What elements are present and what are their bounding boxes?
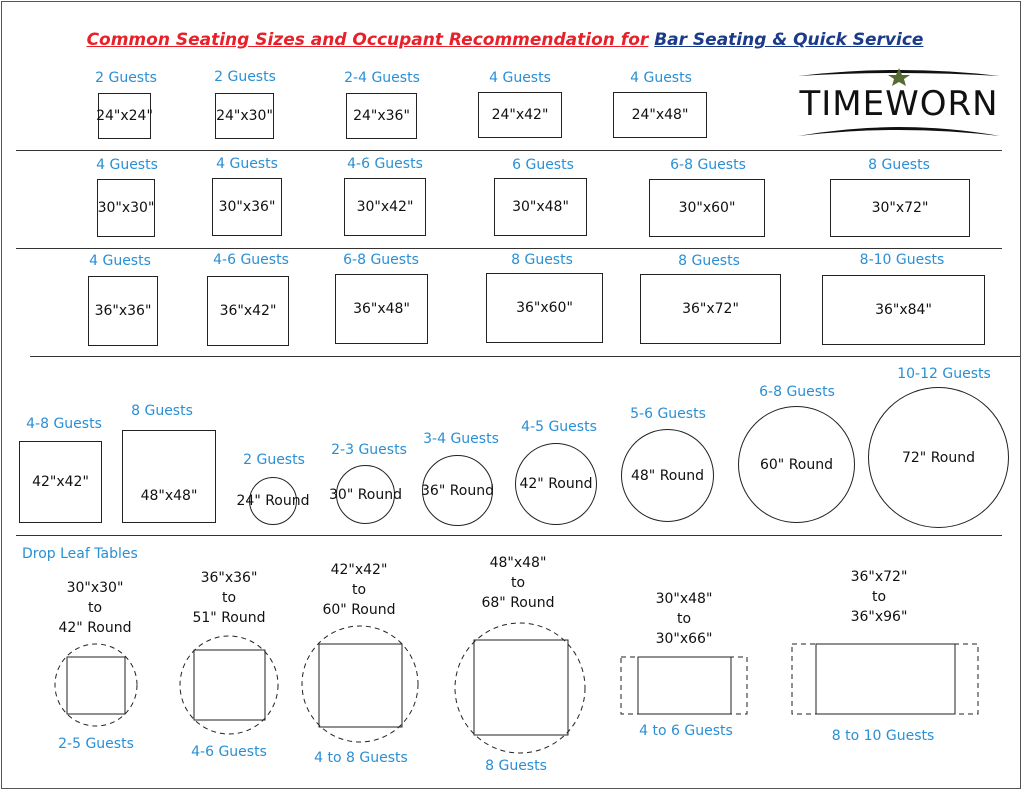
spec-target: 36"x96" [850,609,908,625]
drop-leaf-spec [481,553,554,613]
table-shape [830,179,970,237]
drop-leaf-spec [192,568,265,628]
spec-target: 51" Round [192,610,266,626]
drop-leaf-spec [322,560,395,620]
table-shape [335,274,428,344]
spec-target: 60" Round [322,602,396,618]
spec-to: to [87,600,103,616]
title-part-1: Common Seating Sizes and Occupant Recommendation for [86,30,649,50]
guest-label: 4-6 Guests [191,744,267,760]
table-size: 24"x24" [96,108,153,124]
guest-label: 8 Guests [131,403,193,419]
drop-leaf-round-outline [180,636,278,734]
table-shape [494,178,587,236]
table-size: 36" Round [421,482,495,499]
table-size: 42"x42" [32,474,89,490]
spec-from: 42"x42" [330,562,388,578]
table-shape [640,274,781,344]
table-shape [236,477,310,525]
drop-leaf-rectangle [816,644,955,714]
table-size: 24"x36" [353,108,410,124]
guest-label: 5-6 Guests [630,406,706,422]
table-shape [486,273,603,343]
table-shape [19,441,102,523]
guest-label: 4 Guests [96,157,158,173]
table-size: 30"x42" [356,199,414,215]
drop-leaf-square [474,640,568,735]
guest-label: 4 Guests [89,253,151,269]
table-shape [88,276,158,346]
spec-from: 30"x30" [66,580,124,596]
table-shape [868,387,1009,528]
guest-label: 6-8 Guests [343,252,419,268]
table-shape [822,275,985,345]
guest-label: 4 Guests [630,70,692,86]
drop-leaf-square [319,644,402,727]
guest-label: 4-5 Guests [521,419,597,435]
title-part-2: Bar Seating & Quick Service [654,30,924,50]
table-shape [346,93,417,139]
section-divider [16,535,1002,536]
guest-label: 4 to 8 Guests [314,750,408,766]
table-size: 42" Round [519,476,593,492]
spec-to: to [676,611,692,627]
table-shape [329,465,403,524]
guest-label: 4 Guests [489,70,551,86]
table-shape [621,429,714,522]
drop-leaf-heading: Drop Leaf Tables [22,546,138,562]
guest-label: 8 Guests [485,758,547,774]
drop-leaf-square [194,650,265,720]
table-shape [97,179,155,237]
table-size: 30"x30" [97,200,155,216]
guest-label: 2-5 Guests [58,736,134,752]
spec-target: 30"x66" [655,631,713,647]
guest-label: 2 Guests [214,69,276,85]
table-shape [613,92,707,138]
guest-label: 4 to 6 Guests [639,723,733,739]
drop-leaf-spec [851,567,908,627]
section-divider [30,356,1020,357]
drop-leaf-rectangle [638,657,731,714]
table-size: 30"x60" [678,200,736,216]
table-size: 60" Round [759,456,833,473]
table-size: 30" Round [329,486,403,503]
table-shape [515,443,597,525]
table-shape [98,93,151,139]
table-shape [207,276,289,346]
table-shape [344,178,426,236]
table-size: 36"x72" [682,301,739,317]
guest-label: 6-8 Guests [670,157,746,173]
table-size: 36"x48" [353,301,410,317]
section-divider [16,150,1002,151]
drop-leaf-extension [621,657,747,714]
guest-label: 4-6 Guests [213,252,289,268]
spec-from: 36"x36" [200,570,258,586]
guest-label: 8-10 Guests [859,252,945,268]
table-size: 36"x84" [875,302,932,318]
guest-label: 8 Guests [868,157,930,173]
table-shape [215,93,274,139]
timeworn-logo [796,66,1002,142]
spec-to: to [221,590,237,606]
guest-label: 3-4 Guests [423,431,499,447]
drop-leaf-square [67,657,125,714]
guest-label: 8 Guests [678,253,740,269]
page-title [0,30,1010,50]
guest-label: 2 Guests [243,452,305,468]
guest-label: 8 to 10 Guests [831,728,935,744]
table-size: 48"x48" [140,488,198,504]
spec-from: 36"x72" [850,569,908,585]
table-size: 48" Round [630,467,704,484]
spec-from: 30"x48" [655,591,713,607]
guest-label: 4-8 Guests [26,416,102,432]
table-size: 30"x72" [871,200,929,216]
guest-label: 6 Guests [512,157,574,173]
table-shape [478,92,562,138]
table-size: 24"x30" [216,108,273,124]
spec-from: 48"x48" [489,555,547,571]
table-size: 24"x48" [631,107,689,123]
table-shape [738,406,855,523]
spec-target: 42" Round [58,620,132,636]
table-size: 24" Round [236,493,310,509]
guest-label: 4 Guests [216,156,278,172]
guest-label: 6-8 Guests [759,384,835,400]
table-size: 30"x48" [512,199,569,215]
table-shape [422,455,493,526]
drop-leaf-extension [792,644,978,714]
table-size: 36"x36" [94,303,152,319]
table-size: 24"x42" [491,107,549,123]
guest-label: 2 Guests [95,70,157,86]
spec-target: 68" Round [481,595,555,611]
guest-label: 4-6 Guests [347,156,423,172]
spec-to: to [351,582,367,598]
guest-label: 8 Guests [511,252,573,268]
spec-to: to [871,589,887,605]
section-divider [16,248,1002,249]
logo-text: TIMEWORN [799,84,999,124]
guest-label: 10-12 Guests [897,366,991,382]
table-size: 30"x36" [218,199,276,215]
table-size: 36"x42" [219,303,277,319]
table-shape [212,178,282,236]
guest-label: 2-4 Guests [344,70,420,86]
spec-to: to [510,575,526,591]
guest-label: 2-3 Guests [331,442,407,458]
table-size: 72" Round [901,449,975,466]
table-shape [122,430,216,523]
table-shape [649,179,765,237]
table-size: 36"x60" [516,300,573,316]
